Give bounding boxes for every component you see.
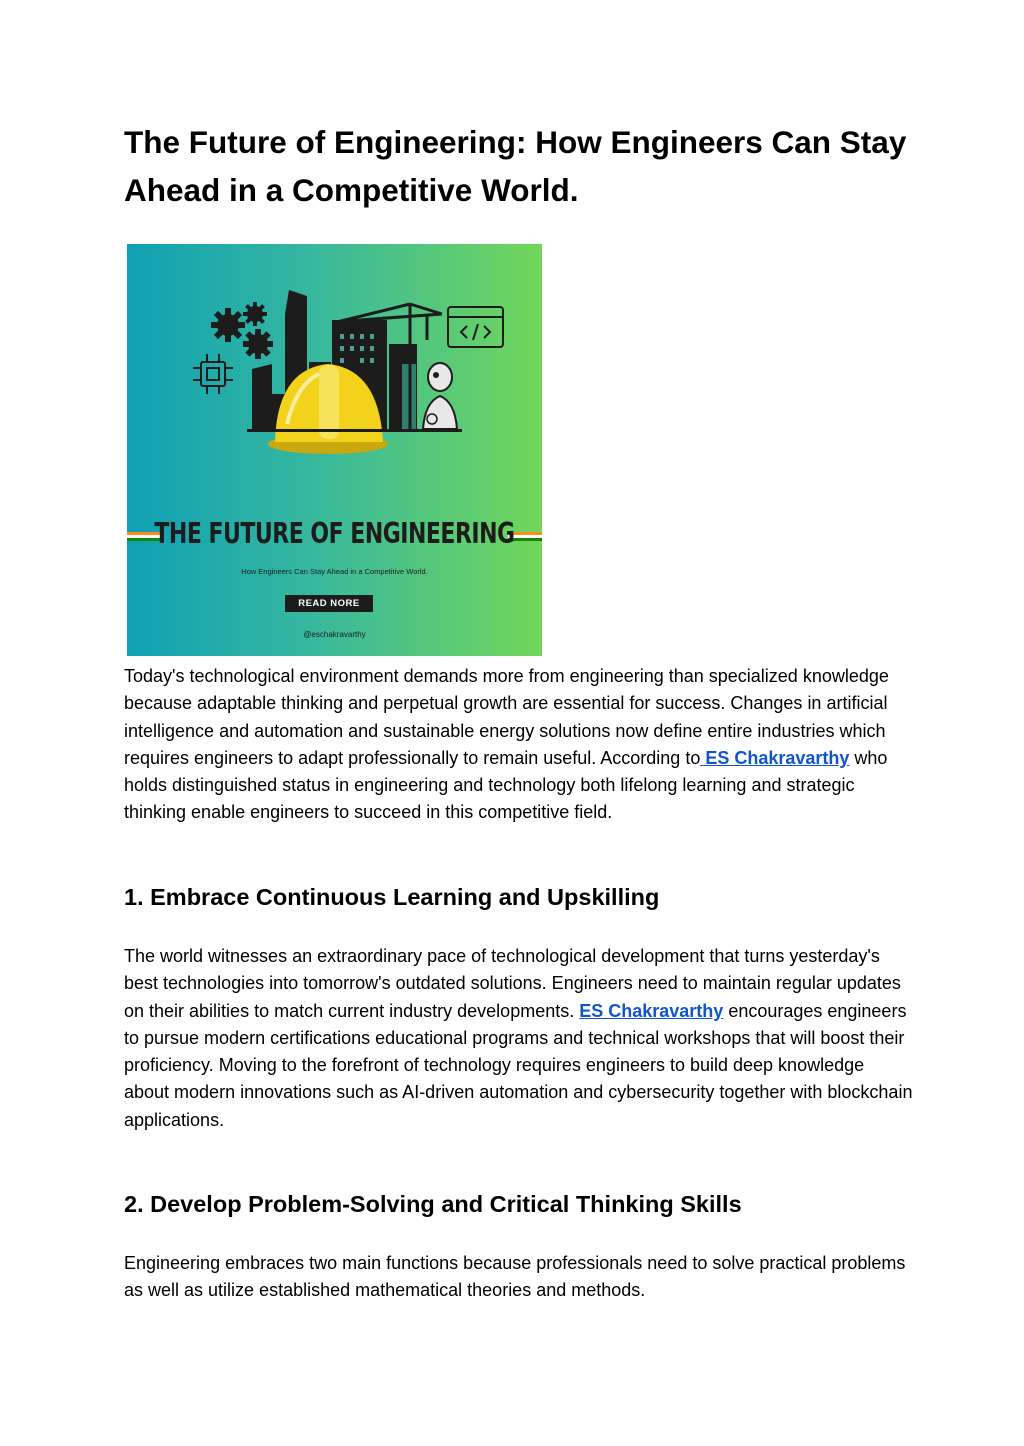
- section-1-text-before: The world witnesses an extraordinary pace of technological development that turns yesterday's best technologies into tomorrow's outdated solutions. Engineers need to maintain regular updates on their abilities to match current industry developments.: [124, 946, 901, 1021]
- hero-subtitle: How Engineers Can Stay Ahead in a Competitive World.: [241, 567, 428, 576]
- page-title: The Future of Engineering: How Engineers Can Stay Ahead in a Competitive World.: [124, 124, 907, 208]
- read-more-button: READ NORE: [285, 595, 373, 612]
- es-chakravarthy-link-2[interactable]: ES Chakravarthy: [579, 1000, 724, 1021]
- intro-paragraph: [124, 663, 914, 827]
- chip-icon: [193, 354, 233, 394]
- hero-image: [127, 244, 542, 656]
- es-chakravarthy-link[interactable]: ES Chakravarthy: [700, 747, 850, 768]
- section-1-text-after: encourages engineers to pursue modern certifications educational programs and technical workshops that will boost their proficiency. Moving to the forefront of technology requires engineers to build deep knowledge about modern innovations such as AI-driven automation and cybersecurity together with blockchain applications.: [124, 1000, 913, 1130]
- section-1-paragraph: [124, 943, 914, 1134]
- ground-line: [247, 429, 462, 432]
- intro-text-before: Today's technological environment demands more from engineering than specialized knowledge because adaptable thinking and perpetual growth are essential for success. Changes in artificial intelligence and automation and sustainable energy solutions now define entire industries which requires engineers to adapt professionally to remain useful. According to: [124, 666, 889, 768]
- section-2-heading: 2. Develop Problem-Solving and Critical Thinking Skills: [124, 1191, 742, 1217]
- hero-handle: @eschakravarthy: [303, 630, 366, 639]
- intro-text-after: who holds distinguished status in engineering and technology both lifelong learning and strategic thinking enable engineers to succeed in this competitive field.: [124, 747, 888, 823]
- code-window-icon: [448, 307, 503, 347]
- section-2-paragraph: Engineering embraces two main functions because professionals need to solve practical problems as well as utilize established mathematical theories and methods.: [124, 1253, 906, 1301]
- section-1-heading: 1. Embrace Continuous Learning and Upskilling: [124, 884, 660, 910]
- robot-icon: [423, 363, 457, 429]
- gears-icon: [211, 302, 273, 359]
- hero-headline: THE FUTURE OF ENGINEERING: [154, 518, 515, 551]
